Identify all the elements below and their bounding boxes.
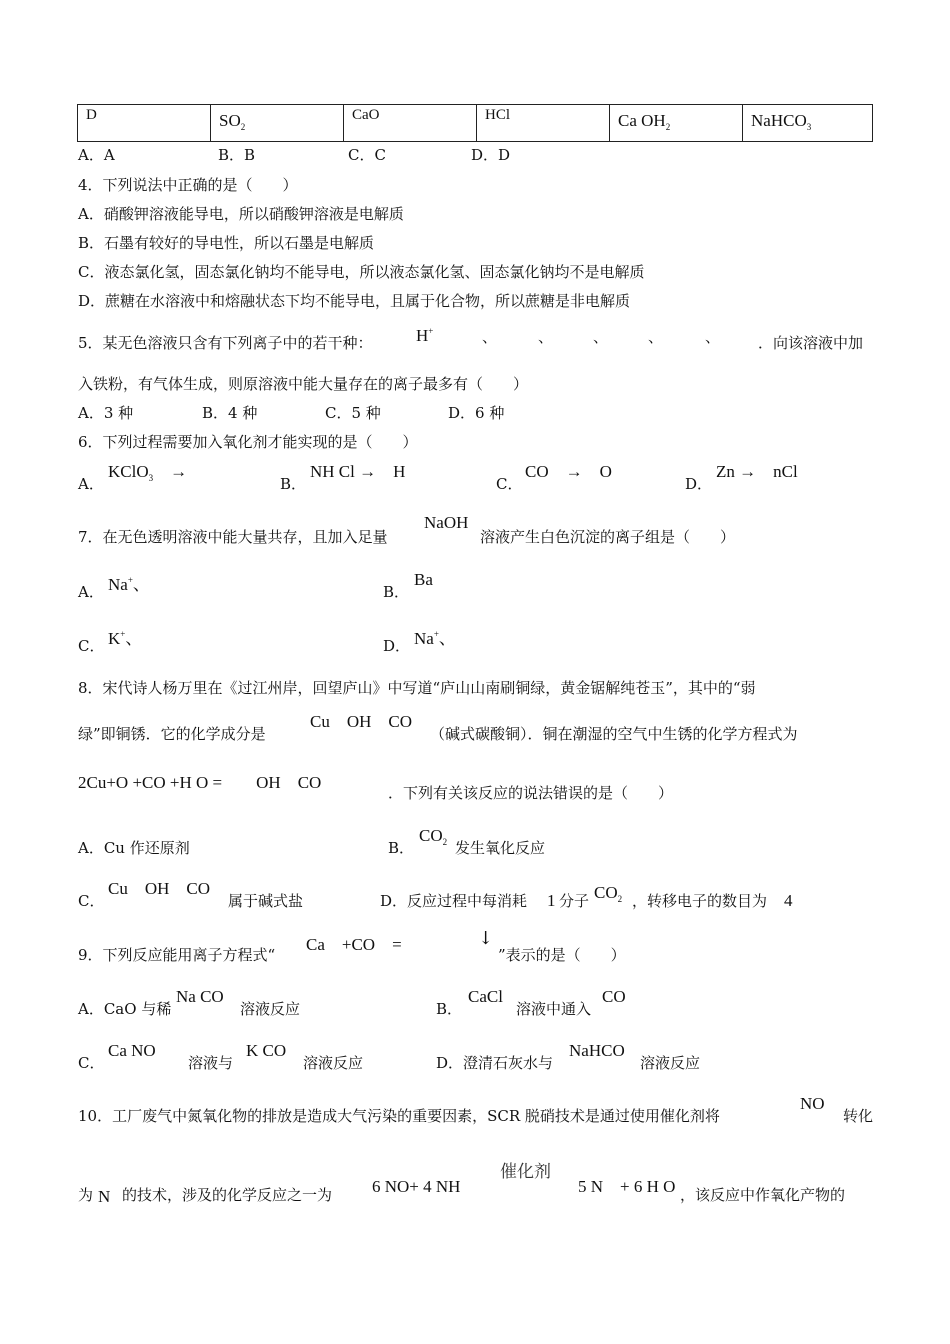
q9-stem: 9．下列反应能用离子方程式“ Ca +CO = ↓ ”表示的是（ ）	[78, 928, 626, 964]
option-c-formula-2: K CO	[246, 1041, 287, 1060]
option-a-ions: Na+、	[108, 575, 150, 594]
q5-stem-2: 入铁粉，有气体生成，则原溶液中能大量存在的离子最多有（ ）	[78, 375, 529, 393]
option-b: B．4 种	[202, 404, 258, 422]
option-d: D．D	[471, 146, 511, 164]
q8-line-1: 8．宋代诗人杨万里在《过江州岸，回望庐山》中写道“庐山山南刷铜绿，黄金锯解纯苍玉”，其中的“弱	[78, 679, 756, 697]
q4-option-a: A．硝酸钾溶液能导电，所以硝酸钾溶液是电解质	[78, 205, 404, 223]
option-b-text: 发生氧化反应	[455, 839, 546, 857]
option-d-formula: Zn → nCl	[716, 462, 798, 481]
precipitate-arrow-icon: ↓	[478, 928, 494, 949]
option-c-formula: Cu OH CO	[108, 879, 211, 898]
option-c-ions: K+、	[108, 629, 143, 648]
option-c-label: C．	[78, 637, 105, 655]
q10-line-2: 为 N 的技术，涉及的化学反应之一为 6 NO+ 4 NH 5 N + 6 H O ，该反应中作氧化产物的	[78, 1177, 846, 1206]
q5-stem-end: ．向该溶液中加	[758, 334, 864, 352]
separator: 、	[705, 328, 721, 346]
q4-option-c: C．液态氯化氢，固态氯化钠均不能导电，所以液态氯化氢、固态氯化钠均不是电解质	[78, 263, 645, 281]
option-c: C．5 种	[325, 404, 381, 422]
equation-left: 6 NO+ 4 NH	[372, 1177, 461, 1196]
table-row	[78, 105, 873, 142]
q4-option-b: B．石墨有较好的导电性，所以石墨是电解质	[78, 234, 375, 252]
answer-table	[77, 104, 873, 142]
option-d: D．6 种	[448, 404, 505, 422]
ionic-equation: Ca +CO =	[306, 935, 402, 954]
formula-nox: NO	[800, 1094, 825, 1113]
option-a: A．A	[78, 146, 115, 164]
option-c-label: C．	[78, 1054, 105, 1072]
option-b: B．B	[218, 146, 256, 164]
q8-line-2: 绿”即铜锈．它的化学成分是 Cu OH CO （碱式碳酸铜）．铜在潮湿的空气中生锈的化学方程式为	[78, 712, 798, 743]
q9-options-cd: C． Ca NO 溶液与 K CO 溶液反应 D．澄清石灰水与 NaHCO 溶液反应	[78, 1041, 701, 1072]
reagent-naoh: NaOH	[424, 513, 469, 532]
q6-stem: 6．下列过程需要加入氧化剂才能实现的是（ ）	[78, 433, 418, 451]
option-b-ions: Ba	[414, 570, 433, 589]
option-d-label: D．	[685, 475, 713, 493]
q4-stem: 4．下列说法中正确的是（ ）	[78, 176, 298, 194]
option-a-label: A．	[78, 475, 104, 493]
q9-options-ab: A．CaO 与稀 Na CO 溶液反应 B． CaCl 溶液中通入 CO	[78, 987, 626, 1018]
option-a-formula: Na CO	[176, 987, 224, 1006]
option-b-label: B．	[280, 475, 307, 493]
option-c: C．C	[348, 146, 386, 164]
option-b-label: B．	[383, 583, 410, 601]
formula-basic-copper-carbonate: Cu OH CO	[310, 712, 413, 731]
option-d-formula: NaHCO	[569, 1041, 625, 1060]
option-b-formula-2: CO	[602, 987, 626, 1006]
equation-right: 5 N + 6 H O	[578, 1177, 676, 1196]
separator: 、	[482, 328, 498, 346]
table-cell: D	[78, 105, 211, 142]
option-d-text: D．澄清石灰水与	[436, 1054, 554, 1072]
q10-line-1: 10．工厂废气中氮氧化物的排放是造成大气污染的重要因素，SCR 脱硝技术是通过使用催化剂将 NO 转化	[78, 1094, 874, 1125]
option-d-ions: Na+、	[414, 629, 456, 648]
q7-stem: 7．在无色透明溶液中能大量共存，且加入足量 NaOH 溶液产生白色沉淀的离子组是（ ）	[78, 513, 736, 546]
option-c-formula: CO → O	[525, 462, 612, 481]
separator: 、	[538, 328, 554, 346]
option-a: A．3 种	[78, 404, 134, 422]
table-cell: Ca $OH_2$	[610, 105, 743, 142]
option-c-formula: Ca NO	[108, 1041, 156, 1060]
table-cell: CaO	[344, 105, 477, 142]
option-b-formula: NH Cl → H	[310, 462, 406, 481]
option-a-label: A．	[78, 583, 104, 601]
option-d-formula: $CO_2$	[594, 883, 623, 904]
option-d-text: D．反应过程中每消耗	[380, 892, 528, 910]
separator: 、	[593, 328, 609, 346]
option-a: A．Cu 作还原剂	[78, 839, 190, 857]
option-a-formula: KClO$_3$ →	[108, 462, 188, 483]
table-cell: HCl	[477, 105, 610, 142]
option-b-formula: CaCl	[468, 987, 503, 1006]
option-a-text: A．CaO 与稀	[78, 1000, 172, 1018]
option-b-formula: $CO_2$	[419, 826, 448, 847]
option-b-label: B．	[436, 1000, 463, 1018]
rust-equation: 2Cu+O +CO +H O = OH CO	[78, 773, 322, 792]
ion-h: H+	[416, 326, 434, 345]
option-d-label: D．	[383, 637, 411, 655]
table-cell: $SO_2$	[211, 105, 344, 142]
option-c-text: 属于碱式盐	[228, 892, 304, 910]
table-cell: NaHCO$_3$	[743, 105, 873, 142]
formula-n2: N	[98, 1187, 111, 1206]
q5-stem: 5．某无色溶液只含有下列离子中的若干种： H+ 、 、 、 、 、 ．向该溶液中加	[78, 333, 373, 353]
catalyst-label: 催化剂	[500, 1162, 551, 1182]
separator: 、	[648, 328, 664, 346]
option-c-label: C．	[496, 475, 523, 493]
option-c-label: C．	[78, 892, 105, 910]
option-b-label: B．	[388, 839, 415, 857]
q4-option-d: D．蔗糖在水溶液中和熔融状态下均不能导电，且属于化合物，所以蔗糖是非电解质	[78, 292, 631, 310]
